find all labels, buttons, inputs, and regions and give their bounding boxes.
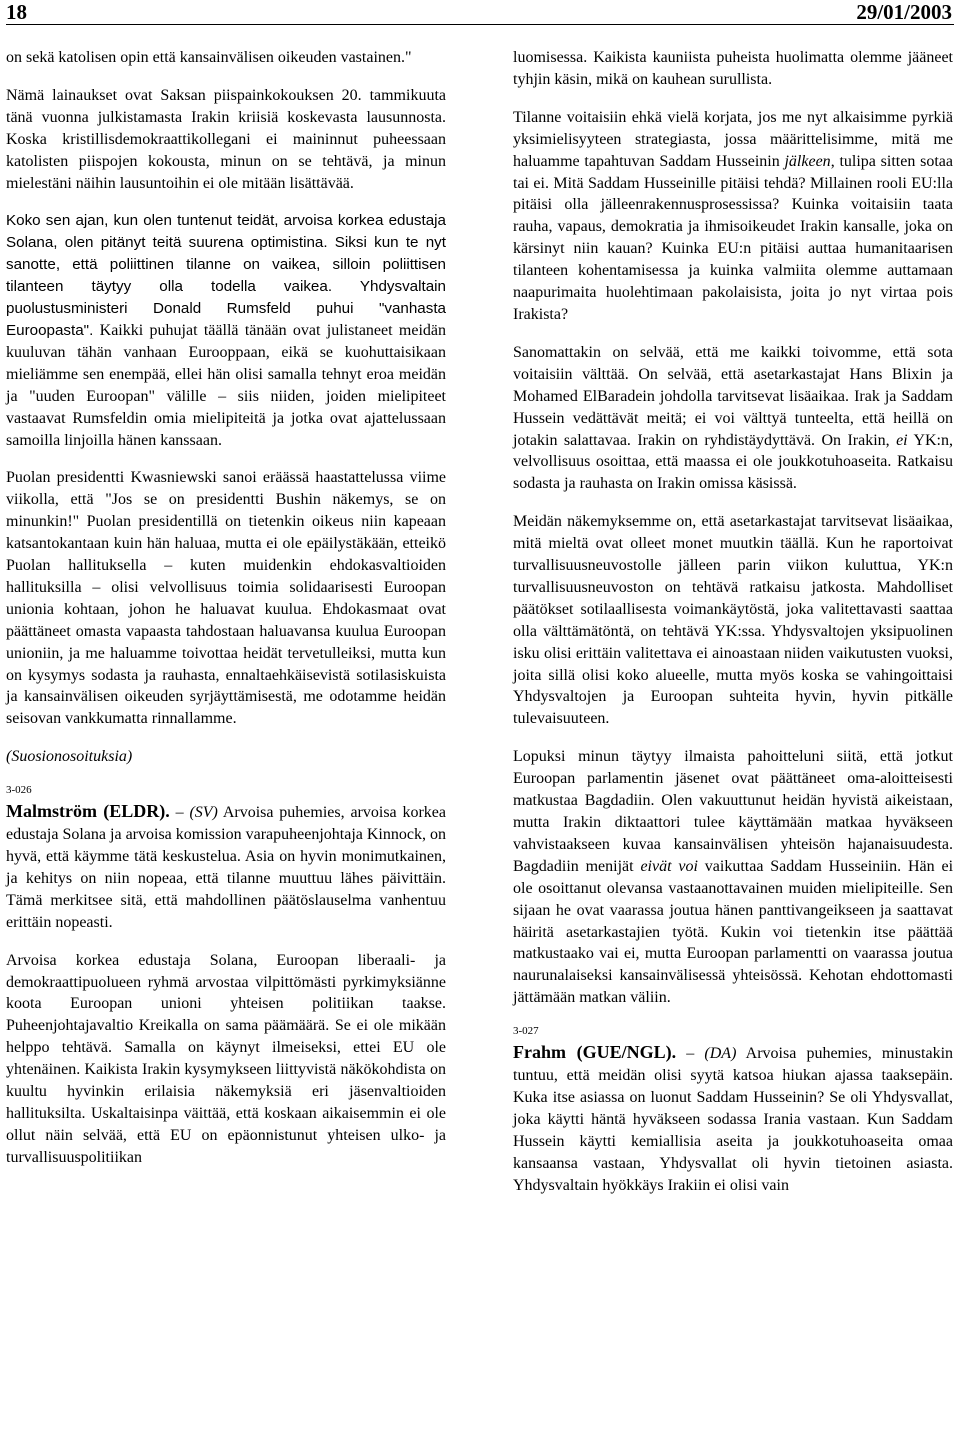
paragraph-text: Arvoisa puhemies, minustakin tuntuu, että meidän olisi syytä katsoa hiukan ajassa taaksepäin. Kuka itse asiassa on luonut Saddam Husseinin? Se oli Yhdysvallat, joka käytti häntä hyväkseen sodassa Irania vastaan. Kun Saddam Hussein käytti kemiallisia aseita ja joukkotuhoaseita omaa kansaansa vastaan, Yhdysvallat oli hyvin tietoinen asiasta. Yhdysvaltain hyökkäys Irakiin ei olisi vain [513, 1045, 954, 1194]
emphasis: ei [896, 431, 908, 449]
paragraph: Meidän näkemyksemme on, että asetarkastajat tarvitsevat lisäaikaa, mitä mieltä ovat olleet monet muutkin täällä. Kun he raportoivat turvallisuusneuvostolle jälleen parin viikon kuluttua, YK:n turvallisuusneuvoston on tehtävä ratkaisu jatkosta. Mahdolliset päätökset sotilaallisesta voimankäytöstä, joka valitettavasti saattaa olla välttämätöntä, on tehtävä YK:ssa. Yhdysvaltojen yksipuolinen isku olisi erittäin valitettava ei ainoastaan niiden vaikutusten vuoksi, joita sillä olisi koko alueelle, mutta myös koska se vahingoittaisi Yhdysvaltojen ja Euroopan suhteita hyvin, hyvin pitkälle tulevaisuuteen. [513, 513, 953, 728]
paragraph-text: Koko sen ajan, kun olen tuntenut teidät, arvoisa korkea edustaja Solana, olen pitänyt teitä suurena optimistina. Siksi kun te nyt sanotte, että poliittinen tilanne on vaikea, silloin poliittisen tilanteen täytyy olla todella vaikea. Yhdysvaltain puolustusministeri Donald Rumsfeld puhui "vanhasta Euroopasta". [6, 212, 446, 339]
paragraph-text: , tulipa sitten sotaa tai ei. Mitä Saddam Husseinille pitäisi tehdä? Millainen rooli EU:lla pitäisi olla jälleenrakennusprosessissa? Kuinka voitaisiin taata rauha, vapaus, demokratia ja ihmisoikeudet Irakin kansalle, joka on kärsinyt niin kauan? Kuinka EU:n pitäisi auttaa humanitaarisen tilanteen kohentamisessa ja kuinka valmiita olemme auttamaan naapurimaita huolehtimaan pakolaisista, joita jo nyt virtaa pois Irakista? [513, 152, 953, 323]
paragraph-text: Tilanne voitaisiin ehkä vielä korjata, jos me nyt alkaisimme pyrkiä yksimielisyyteen strategiasta, jossa määrittelisimme, mitä me haluamme tapahtuvan Saddam Husseinin [513, 108, 953, 170]
item-reference: 3-026 [6, 784, 32, 797]
paragraph [6, 210, 446, 451]
paragraph [513, 342, 953, 495]
page-number: 18 [6, 0, 27, 24]
paragraph: Arvoisa korkea edustaja Solana, Euroopan liberaali- ja demokraattipuolueen ryhmä arvostaa vilpittömästi pyrkimyksiänne koota Euroopan unioni yhteisen politiikan taakse. Puheenjohtajavaltio Kreikalla on sama päämäärä. Se ei ole mikään helppo tehtävä. Samalla on käynyt ilmeiseksi, ettei EU ole yhtenäinen. Kaikista Irakin kysymykseen liittyvistä näkökohdista on kuultu hyvinkin erilaisia näkemyksiä eri jäsenvaltioiden hallituksilta. Uskaltaisinpa väittää, että koskaan aikaisemmin ei ole ollut näin selvää, että EU on epäonnistunut yhteisen ulko- ja turvallisuuspolitiikan [6, 951, 446, 1166]
dash: – [169, 804, 190, 822]
speaker-name: Frahm (GUE/NGL). [513, 1042, 677, 1063]
paragraph [513, 746, 953, 1009]
speaker-name: Malmström (ELDR). [6, 801, 170, 822]
paragraph: luomisessa. Kaikista kauniista puheista huolimatta olemme jääneet tyhjin käsin, mikä on kauhean surullista. [513, 49, 953, 88]
paragraph: on sekä katolisen opin että kansainvälisen oikeuden vastainen." [6, 49, 412, 66]
language-code: (SV) [189, 804, 218, 822]
paragraph-text: vaikuttaa Saddam Husseiniin. Hän ei ole osoittanut olevansa vastaanottavainen muiden mielipiteille. Sen sijaan he ovat vaarassa joutua hänen panttivangeikseen ja saattavat häiritä asetarkastajien työtä. Kukin voi tietenkin itse päättää matkustaako vai ei, mutta Euroopan parlamentti on vaarassa joutua naurunalaiseksi kansainvälisessä yhteisössä. Kehotan ehdottomasti jättämään matkan väliin. [513, 857, 954, 1007]
session-date: 29/01/2003 [856, 0, 952, 24]
speech [513, 1042, 953, 1196]
left-column [6, 47, 446, 1169]
paragraph-text: Lopuksi minun täytyy ilmaista pahoitteluni siitä, että jotkut Euroopan parlamentin jäsenet ovat päättäneet oma-aloitteisesti matkustaa Bagdadiin. Olen vakuuttunut heidän hyvistä aikeistaan, mutta Irakin diktaattori tulee käyttämään matkaa hyväkseen vahvistaakseen kuvaa kansainvälisen yhteisön hajanaisuudesta. Bagdadiin menijät [513, 748, 953, 875]
paragraph: Puolan presidentti Kwasniewski sanoi eräässä haastattelussa viime viikolla, että "Jos se on presidentti Bushin näkemys, se on minunkin!" Puolan presidentillä on tietenkin oikeus niin kapeaan katsantokantaan kuin hän haluaa, mutta ei ole epäilystäkään, etteikö Puolan hallituksella – kuten muidenkin ehdokasvaltioiden hallituksilla – olisi velvollisuus toimia solidaarisesti Euroopan unionia kohtaan, johon he haluavat kuulua. Ehdokasmaat ovat päättäneet omasta vapaasta tahdostaan haluavansa kuulua Euroopan unioniin, ja me haluamme toivottaa heidät tervetulleiksi, mutta kun on kysymys sodasta ja rauhasta, ennaltaehkäisevistä sotilasiskuista ja kansainvälisen oikeuden syrjäyttämisestä, me odotamme heidän seisovan vankkumatta rinnallamme. [6, 469, 446, 728]
language-code: (DA) [704, 1045, 737, 1063]
dash: – [676, 1045, 705, 1063]
paragraph-text: Arvoisa puhemies, arvoisa korkea edustaja Solana ja arvoisa komission varapuheenjohtaja Kinnock, on hyvä, että käymme tätä keskustelua. Asia on hyvin monimutkainen, ja kehitys on niin nopeaa, että tilanne muuttuu lähes päivittäin. Tämä merkitsee sitä, että mahdollinen päätöslauselma vanhentuu erittäin nopeasti. [6, 804, 447, 931]
paragraph [513, 107, 953, 326]
emphasis: jälkeen [784, 152, 831, 170]
paragraph: Nämä lainaukset ovat Saksan piispainkokouksen 20. tammikuuta tänä vuonna julkistamasta Irakin kriisiä koskevasta lausunnosta. Koska kristillisdemokraattikollegani ei maininnut puheessaan katolisten piispojen kokousta, minun on se tehtävä, ja minun mielestäni näihin lausuntoihin ei ole mitään lisättävää. [6, 86, 446, 192]
paragraph-text: Kaikki puhujat täällä tänään ovat julistaneet meidän kuuluvan tähän vanhaan Eurooppaan, eikä se kuohuttaisikaan mieliämme sen enempää, ellei hän olisi samalla tehnyt eroa meidän ja "uuden Euroopan" välille – siis niiden, joiden mielipiteet vastaavat Rumsfeldin omia mielipiteitä ja jotka ovat ajattelussaan samoilla linjoilla hänen kanssaan. [6, 321, 446, 449]
paragraph-text: YK:n, velvollisuus osoittaa, että maassa ei ole joukkotuhoaseita. Ratkaisu sodasta ja rauhasta on Irakin omissa käsissä. [513, 431, 953, 493]
applause-note [6, 746, 446, 768]
speech [6, 801, 446, 933]
header-rule [6, 24, 954, 25]
page-header [6, 0, 954, 26]
paragraph-text: Sanomattakin on selvää, että me kaikki toivomme, että sota voitaisiin välttää. On selvää, että asetarkastajat Hans Blixin ja Mohamed ElBaradein johdolla tarvitsevat lisäaikaa. Irak ja Saddam Hussein vedättävät meitä; ei voi välttyä tunteelta, että heillä on jotakin salattavaa. Irakin on ryhdistäydyttävä. On Irakin, [513, 343, 953, 449]
item-reference: 3-027 [513, 1025, 539, 1038]
applause-text: (Suosionosoituksia) [6, 748, 133, 766]
right-column [513, 47, 953, 1197]
emphasis: eivät voi [640, 857, 698, 875]
